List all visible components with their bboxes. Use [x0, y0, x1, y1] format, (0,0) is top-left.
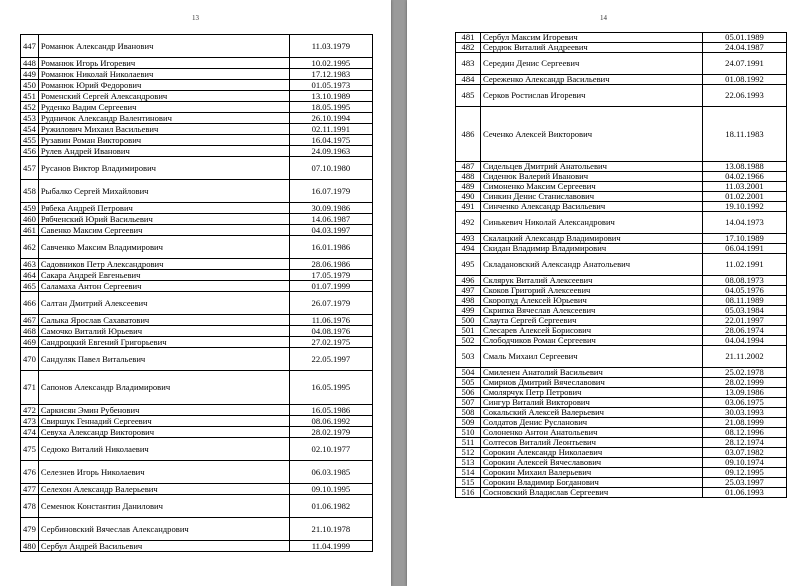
table-row	[21, 102, 373, 113]
table-row	[456, 75, 787, 85]
row-number: 457	[21, 157, 39, 180]
birth-date: 07.10.1980	[289, 157, 372, 180]
row-number: 488	[456, 172, 481, 182]
row-number: 449	[21, 69, 39, 80]
row-number: 505	[456, 378, 481, 388]
person-name: Сорокин Владимир Богданович	[481, 478, 703, 488]
table-row	[21, 69, 373, 80]
row-number: 455	[21, 135, 39, 146]
table-row	[21, 281, 373, 292]
row-number: 448	[21, 58, 39, 69]
birth-date: 06.03.1985	[289, 461, 372, 484]
table-row	[21, 35, 373, 58]
table-row	[21, 292, 373, 315]
row-number: 484	[456, 75, 481, 85]
table-row	[21, 427, 373, 438]
row-number: 476	[21, 461, 39, 484]
table-row	[456, 368, 787, 378]
table-row	[21, 438, 373, 461]
birth-date: 28.02.1979	[289, 427, 372, 438]
table-row	[21, 135, 373, 146]
table-row	[456, 378, 787, 388]
table-row	[21, 405, 373, 416]
row-number: 480	[21, 541, 39, 552]
table-row	[456, 212, 787, 234]
person-name: Скрипка Вячеслав Алексеевич	[481, 306, 703, 316]
birth-date: 25.03.1997	[703, 478, 787, 488]
birth-date: 28.06.1986	[289, 259, 372, 270]
person-name: Слаута Сергей Сергеевич	[481, 316, 703, 326]
table-row	[456, 478, 787, 488]
table-row	[21, 337, 373, 348]
table-row	[456, 182, 787, 192]
person-name: Сердюк Виталий Андреевич	[481, 43, 703, 53]
birth-date: 17.10.1989	[703, 234, 787, 244]
person-name: Салыка Ярослав Сахаватович	[38, 315, 289, 326]
person-name: Сокальский Алексей Валерьевич	[481, 408, 703, 418]
table-row	[21, 315, 373, 326]
table-row	[456, 254, 787, 276]
birth-date: 11.02.1991	[703, 254, 787, 276]
table-row	[456, 192, 787, 202]
person-name: Симоненко Максим Сергеевич	[481, 182, 703, 192]
table-row	[456, 107, 787, 162]
birth-date: 09.10.1974	[703, 458, 787, 468]
birth-date: 22.01.1997	[703, 316, 787, 326]
table-row	[456, 448, 787, 458]
row-number: 478	[21, 495, 39, 518]
person-name: Рябека Андрей Петрович	[38, 203, 289, 214]
birth-date: 28.12.1974	[703, 438, 787, 448]
person-name: Сербул Максим Игоревич	[481, 33, 703, 43]
person-name: Склярук Виталий Алексеевич	[481, 276, 703, 286]
person-name: Серков Ростислав Игоревич	[481, 85, 703, 107]
row-number: 451	[21, 91, 39, 102]
person-name: Сеченко Алексей Викторович	[481, 107, 703, 162]
row-number: 471	[21, 371, 39, 405]
person-name: Романюк Александр Иванович	[38, 35, 289, 58]
birth-date: 01.06.1993	[703, 488, 787, 498]
table-row	[456, 244, 787, 254]
row-number: 466	[21, 292, 39, 315]
row-number: 450	[21, 80, 39, 91]
row-number: 512	[456, 448, 481, 458]
birth-date: 14.04.1973	[703, 212, 787, 234]
birth-date: 17.05.1979	[289, 270, 372, 281]
person-name: Селехон Александр Валерьевич	[38, 484, 289, 495]
table-row	[456, 33, 787, 43]
row-number: 454	[21, 124, 39, 135]
person-name: Севуха Александр Викторович	[38, 427, 289, 438]
birth-date: 09.10.1995	[289, 484, 372, 495]
roster-table	[455, 32, 787, 498]
person-name: Роменский Сергей Александрович	[38, 91, 289, 102]
birth-date: 16.01.1986	[289, 236, 372, 259]
table-row	[456, 276, 787, 286]
birth-date: 17.12.1983	[289, 69, 372, 80]
person-name: Рулев Андрей Иванович	[38, 146, 289, 157]
row-number: 511	[456, 438, 481, 448]
birth-date: 26.07.1979	[289, 292, 372, 315]
person-name: Ружилович Михаил Васильевич	[38, 124, 289, 135]
birth-date: 30.09.1986	[289, 203, 372, 214]
birth-date: 02.11.1991	[289, 124, 372, 135]
birth-date: 28.06.1974	[703, 326, 787, 336]
table-row	[456, 296, 787, 306]
person-name: Савенко Максим Сергеевич	[38, 225, 289, 236]
row-number: 490	[456, 192, 481, 202]
birth-date: 21.08.1999	[703, 418, 787, 428]
birth-date: 02.10.1977	[289, 438, 372, 461]
table-row	[456, 388, 787, 398]
table-row	[456, 234, 787, 244]
table-row	[456, 316, 787, 326]
row-number: 477	[21, 484, 39, 495]
birth-date: 08.11.1989	[703, 296, 787, 306]
row-number: 506	[456, 388, 481, 398]
row-number: 487	[456, 162, 481, 172]
row-number: 473	[21, 416, 39, 427]
birth-date: 11.04.1999	[289, 541, 372, 552]
person-name: Саркисян Эмин Рубенович	[38, 405, 289, 416]
birth-date: 13.09.1986	[703, 388, 787, 398]
birth-date: 04.08.1976	[289, 326, 372, 337]
row-number: 472	[21, 405, 39, 416]
person-name: Сорокин Алексей Вячеславович	[481, 458, 703, 468]
row-number: 509	[456, 418, 481, 428]
row-number: 462	[21, 236, 39, 259]
birth-date: 10.02.1995	[289, 58, 372, 69]
birth-date: 21.10.1978	[289, 518, 372, 541]
birth-date: 13.08.1988	[703, 162, 787, 172]
person-name: Рыбалко Сергей Михайлович	[38, 180, 289, 203]
person-name: Солдатов Денис Русланович	[481, 418, 703, 428]
person-name: Смолярчук Петр Петрович	[481, 388, 703, 398]
row-number: 479	[21, 518, 39, 541]
birth-date: 01.02.2001	[703, 192, 787, 202]
row-number: 495	[456, 254, 481, 276]
birth-date: 14.06.1987	[289, 214, 372, 225]
birth-date: 24.07.1991	[703, 53, 787, 75]
person-name: Слесарев Алексей Борисович	[481, 326, 703, 336]
birth-date: 09.12.1995	[703, 468, 787, 478]
person-name: Сандроцкий Евгений Григорьевич	[38, 337, 289, 348]
row-number: 504	[456, 368, 481, 378]
roster-table	[20, 34, 373, 552]
table-row	[21, 113, 373, 124]
birth-date: 11.03.1979	[289, 35, 372, 58]
person-name: Скалацкий Александр Владимирович	[481, 234, 703, 244]
person-name: Синькевич Николай Александрович	[481, 212, 703, 234]
table-row	[21, 541, 373, 552]
person-name: Солтесов Виталий Леонтьевич	[481, 438, 703, 448]
birth-date: 11.06.1976	[289, 315, 372, 326]
person-name: Свиршук Геннадий Сергеевич	[38, 416, 289, 427]
row-number: 516	[456, 488, 481, 498]
row-number: 456	[21, 146, 39, 157]
table-row	[21, 518, 373, 541]
table-row	[456, 172, 787, 182]
person-name: Салтан Дмитрий Алексеевич	[38, 292, 289, 315]
person-name: Сиденюк Валерий Иванович	[481, 172, 703, 182]
person-name: Смирнов Дмитрий Вячеславович	[481, 378, 703, 388]
birth-date: 26.10.1994	[289, 113, 372, 124]
birth-date: 04.03.1997	[289, 225, 372, 236]
table-row	[21, 484, 373, 495]
birth-date: 16.04.1975	[289, 135, 372, 146]
person-name: Сербул Андрей Васильевич	[38, 541, 289, 552]
person-name: Скоков Григорий Алексеевич	[481, 286, 703, 296]
table-row	[456, 438, 787, 448]
row-number: 474	[21, 427, 39, 438]
row-number: 481	[456, 33, 481, 43]
birth-date: 01.07.1999	[289, 281, 372, 292]
birth-date: 11.03.2001	[703, 182, 787, 192]
table-row	[456, 306, 787, 316]
row-number: 502	[456, 336, 481, 346]
table-row	[21, 416, 373, 427]
birth-date: 25.02.1978	[703, 368, 787, 378]
document-page-13	[0, 0, 391, 586]
table-row	[456, 468, 787, 478]
person-name: Скидан Владимир Владимирович	[481, 244, 703, 254]
row-number: 460	[21, 214, 39, 225]
row-number: 468	[21, 326, 39, 337]
table-row	[456, 202, 787, 212]
row-number: 485	[456, 85, 481, 107]
table-row	[456, 53, 787, 75]
person-name: Сосновский Владислав Сергеевич	[481, 488, 703, 498]
person-name: Романюк Юрий Федорович	[38, 80, 289, 91]
table-row	[456, 458, 787, 468]
table-row	[21, 214, 373, 225]
row-number: 493	[456, 234, 481, 244]
person-name: Складановский Александр Анатольевич	[481, 254, 703, 276]
table-row	[21, 146, 373, 157]
person-name: Саламаха Антон Сергеевич	[38, 281, 289, 292]
person-name: Сорокин Александр Николаевич	[481, 448, 703, 458]
person-name: Садовников Петр Александрович	[38, 259, 289, 270]
row-number: 513	[456, 458, 481, 468]
table-row	[21, 157, 373, 180]
row-number: 514	[456, 468, 481, 478]
row-number: 497	[456, 286, 481, 296]
table-row	[21, 270, 373, 281]
row-number: 453	[21, 113, 39, 124]
row-number: 469	[21, 337, 39, 348]
person-name: Сербиновский Вячеслав Александрович	[38, 518, 289, 541]
person-name: Сереженко Александр Васильевич	[481, 75, 703, 85]
row-number: 470	[21, 348, 39, 371]
birth-date: 04.02.1966	[703, 172, 787, 182]
person-name: Романюк Николай Николаевич	[38, 69, 289, 80]
table-row	[456, 428, 787, 438]
person-name: Руденко Вадим Сергеевич	[38, 102, 289, 113]
row-number: 498	[456, 296, 481, 306]
row-number: 482	[456, 43, 481, 53]
birth-date: 16.05.1986	[289, 405, 372, 416]
table-row	[21, 495, 373, 518]
person-name: Селезнев Игорь Николаевич	[38, 461, 289, 484]
birth-date: 05.03.1984	[703, 306, 787, 316]
birth-date: 05.01.1989	[703, 33, 787, 43]
row-number: 467	[21, 315, 39, 326]
birth-date: 22.06.1993	[703, 85, 787, 107]
page-number: 13	[192, 14, 199, 22]
person-name: Солоненко Антон Анатольевич	[481, 428, 703, 438]
table-row	[21, 203, 373, 214]
table-row	[21, 91, 373, 102]
person-name: Сандуляк Павел Витальевич	[38, 348, 289, 371]
row-number: 503	[456, 346, 481, 368]
table-row	[456, 346, 787, 368]
birth-date: 22.05.1997	[289, 348, 372, 371]
birth-date: 08.08.1973	[703, 276, 787, 286]
table-row	[21, 259, 373, 270]
table-row	[21, 326, 373, 337]
row-number: 510	[456, 428, 481, 438]
table-row	[21, 371, 373, 405]
birth-date: 06.04.1991	[703, 244, 787, 254]
row-number: 452	[21, 102, 39, 113]
birth-date: 04.04.1994	[703, 336, 787, 346]
person-name: Синченко Александр Васильевич	[481, 202, 703, 212]
person-name: Семенюк Константин Данилович	[38, 495, 289, 518]
birth-date: 03.06.1975	[703, 398, 787, 408]
table-row	[456, 488, 787, 498]
row-number: 483	[456, 53, 481, 75]
table-row	[456, 286, 787, 296]
page-number: 14	[600, 14, 607, 22]
person-name: Русанов Виктор Владимирович	[38, 157, 289, 180]
row-number: 461	[21, 225, 39, 236]
row-number: 492	[456, 212, 481, 234]
row-number: 475	[21, 438, 39, 461]
birth-date: 18.11.1983	[703, 107, 787, 162]
row-number: 489	[456, 182, 481, 192]
table-row	[21, 124, 373, 135]
row-number: 465	[21, 281, 39, 292]
birth-date: 21.11.2002	[703, 346, 787, 368]
table-row	[21, 236, 373, 259]
row-number: 494	[456, 244, 481, 254]
birth-date: 24.09.1963	[289, 146, 372, 157]
row-number: 459	[21, 203, 39, 214]
birth-date: 30.03.1993	[703, 408, 787, 418]
person-name: Сингур Виталий Викторович	[481, 398, 703, 408]
person-name: Самочко Виталий Юрьевич	[38, 326, 289, 337]
row-number: 508	[456, 408, 481, 418]
table-row	[456, 85, 787, 107]
table-row	[456, 162, 787, 172]
row-number: 496	[456, 276, 481, 286]
birth-date: 24.04.1987	[703, 43, 787, 53]
person-name: Рузавин Роман Викторович	[38, 135, 289, 146]
document-page-14	[407, 0, 800, 586]
table-row	[456, 398, 787, 408]
table-row	[456, 326, 787, 336]
row-number: 501	[456, 326, 481, 336]
birth-date: 03.07.1982	[703, 448, 787, 458]
row-number: 499	[456, 306, 481, 316]
birth-date: 01.06.1982	[289, 495, 372, 518]
table-row	[456, 336, 787, 346]
birth-date: 18.05.1995	[289, 102, 372, 113]
birth-date: 28.02.1999	[703, 378, 787, 388]
row-number: 447	[21, 35, 39, 58]
table-row	[21, 80, 373, 91]
row-number: 500	[456, 316, 481, 326]
person-name: Рябченский Юрий Васильевич	[38, 214, 289, 225]
birth-date: 16.07.1979	[289, 180, 372, 203]
birth-date: 16.05.1995	[289, 371, 372, 405]
person-name: Сорокин Михаил Валерьевич	[481, 468, 703, 478]
person-name: Скоропуд Алексей Юрьевич	[481, 296, 703, 306]
birth-date: 13.10.1989	[289, 91, 372, 102]
person-name: Синкин Денис Станиславович	[481, 192, 703, 202]
person-name: Сапонов Александр Владимирович	[38, 371, 289, 405]
person-name: Сидельцев Дмитрий Анатольевич	[481, 162, 703, 172]
table-row	[456, 43, 787, 53]
table-row	[456, 408, 787, 418]
birth-date: 19.10.1992	[703, 202, 787, 212]
table-row	[21, 348, 373, 371]
person-name: Смаль Михаил Сергеевич	[481, 346, 703, 368]
person-name: Сакара Андрей Евгеньевич	[38, 270, 289, 281]
table-row	[21, 225, 373, 236]
birth-date: 04.05.1976	[703, 286, 787, 296]
birth-date: 01.05.1973	[289, 80, 372, 91]
table-row	[21, 461, 373, 484]
birth-date: 08.06.1992	[289, 416, 372, 427]
row-number: 458	[21, 180, 39, 203]
person-name: Середин Денис Сергеевич	[481, 53, 703, 75]
person-name: Слободчиков Роман Сергеевич	[481, 336, 703, 346]
birth-date: 08.12.1996	[703, 428, 787, 438]
row-number: 507	[456, 398, 481, 408]
birth-date: 01.08.1992	[703, 75, 787, 85]
person-name: Романюк Игорь Игоревич	[38, 58, 289, 69]
row-number: 515	[456, 478, 481, 488]
row-number: 464	[21, 270, 39, 281]
table-row	[21, 180, 373, 203]
person-name: Смиленен Анатолий Васильевич	[481, 368, 703, 378]
row-number: 491	[456, 202, 481, 212]
person-name: Седюко Виталий Николаевич	[38, 438, 289, 461]
table-row	[456, 418, 787, 428]
table-row	[21, 58, 373, 69]
birth-date: 27.02.1975	[289, 337, 372, 348]
person-name: Савченко Максим Владимирович	[38, 236, 289, 259]
row-number: 486	[456, 107, 481, 162]
row-number: 463	[21, 259, 39, 270]
person-name: Рудничок Александр Валентинович	[38, 113, 289, 124]
